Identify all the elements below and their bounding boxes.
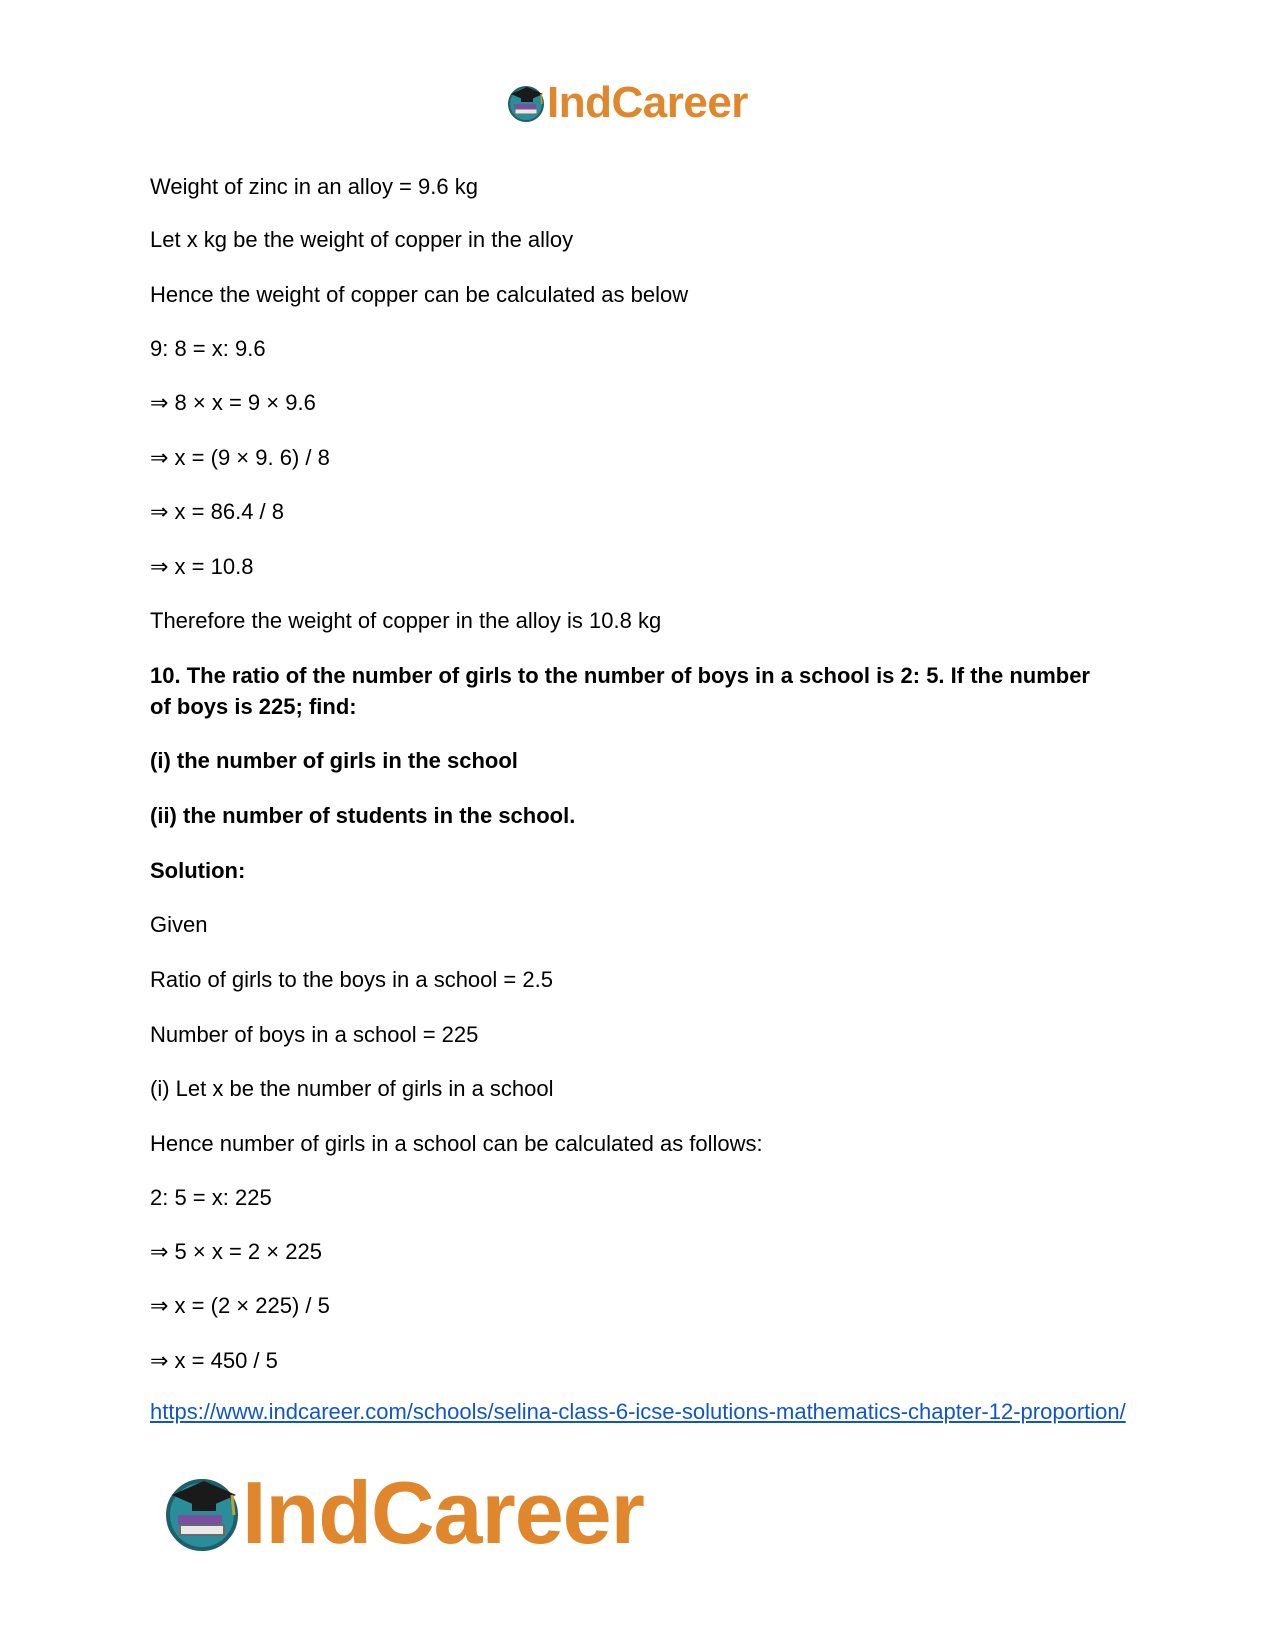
footer-logo	[160, 1463, 644, 1562]
graduation-cap-books-globe-icon	[505, 82, 547, 124]
brand-wordmark: IndCareer	[242, 1463, 644, 1562]
text-line: ⇒ 8 × x = 9 × 9.6	[150, 390, 316, 415]
solution-line: Given	[150, 912, 208, 937]
question-part-i: (i) the number of girls in the school	[150, 748, 518, 773]
solution-line: ⇒ 5 × x = 2 × 225	[150, 1239, 322, 1264]
graduation-cap-books-globe-icon	[160, 1471, 244, 1555]
solution-line: Hence number of girls in a school can be calculated as follows:	[150, 1131, 763, 1156]
solution-line: ⇒ x = (2 × 225) / 5	[150, 1293, 330, 1318]
text-line: ⇒ x = (9 × 9. 6) / 8	[150, 445, 330, 470]
solution-line: ⇒ x = 450 / 5	[150, 1348, 278, 1373]
solution-line: (i) Let x be the number of girls in a school	[150, 1076, 554, 1101]
text-line: Hence the weight of copper can be calculated as below	[150, 282, 689, 307]
solution-line: 2: 5 = x: 225	[150, 1185, 272, 1210]
question-text: 10. The ratio of the number of girls to the number of boys in a school is 2: 5. If the number of boys is 225; find:	[150, 663, 1090, 719]
solution-line: Ratio of girls to the boys in a school = 2.5	[150, 967, 553, 992]
text-line: 9: 8 = x: 9.6	[150, 336, 266, 361]
text-line: ⇒ x = 10.8	[150, 554, 254, 579]
brand-wordmark: IndCareer	[547, 78, 748, 127]
text-line: Therefore the weight of copper in the alloy is 10.8 kg	[150, 608, 662, 633]
text-line: ⇒ x = 86.4 / 8	[150, 499, 285, 524]
question-part-ii: (ii) the number of students in the school.	[150, 803, 576, 828]
source-link[interactable]: https://www.indcareer.com/schools/selina-class-6-icse-solutions-mathematics-chapter-12-proportion/	[150, 1399, 1126, 1424]
solution-label: Solution:	[150, 858, 246, 883]
header-logo	[505, 80, 748, 126]
solution-line: Number of boys in a school = 225	[150, 1022, 479, 1047]
text-line: Let x kg be the weight of copper in the alloy	[150, 227, 574, 252]
text-line: Weight of zinc in an alloy = 9.6 kg	[150, 174, 478, 199]
